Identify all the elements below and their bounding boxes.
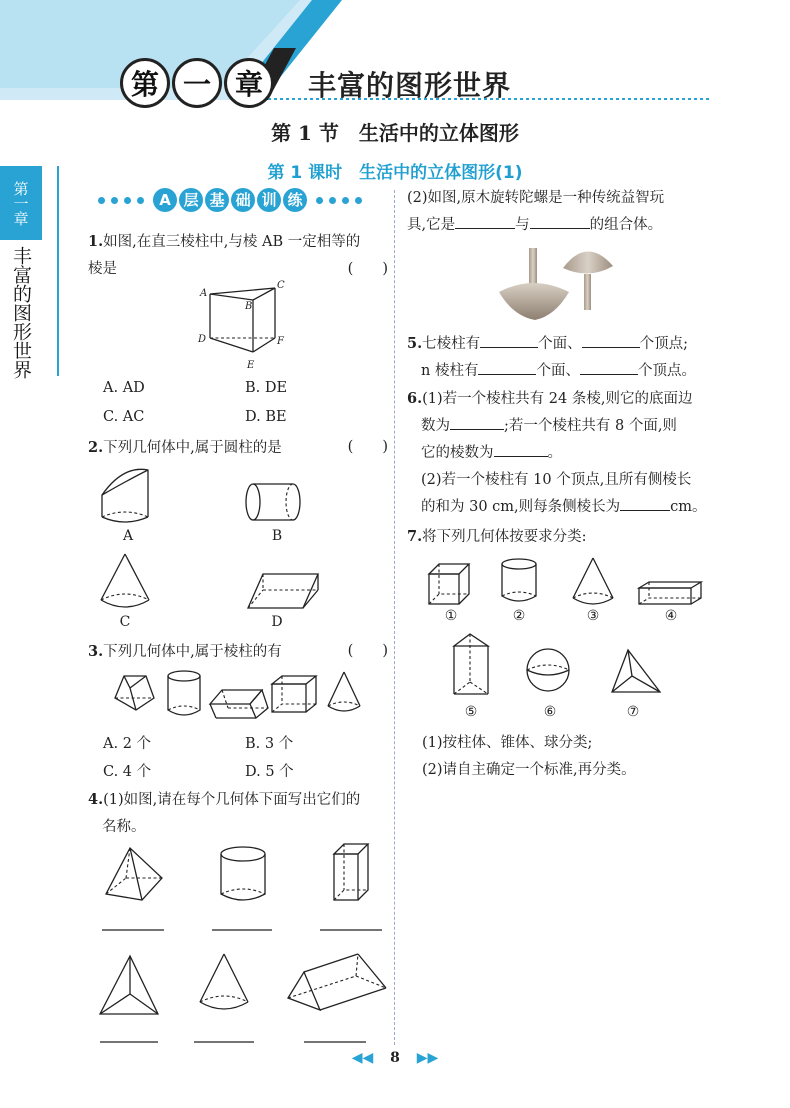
q5-l1-c: 个顶点; [639, 336, 689, 352]
next-page-icon: ▶▶ [416, 1050, 439, 1066]
q6-l2-b: ;若一个棱柱共有 8 个面,则 [504, 418, 677, 434]
q7-text: 将下列几何体按要求分类: [422, 529, 587, 545]
q6-blank-1[interactable] [450, 429, 504, 430]
q4-number: 4. [88, 791, 104, 808]
q6-l2-a: 数为 [421, 418, 450, 434]
section-title: 第 1 节 生活中的立体图形 [271, 121, 519, 145]
chapter-char-3: 章 [224, 58, 274, 108]
q4-blank-2[interactable] [530, 228, 590, 229]
q2-label-c: C [119, 614, 131, 630]
q1-option-a: A. AD [103, 380, 145, 396]
q6-l5-b: cm。 [670, 499, 707, 515]
banner-char: 层 [179, 188, 203, 212]
q7-label-1: ① [444, 608, 458, 624]
q5-blank-2[interactable] [582, 347, 640, 348]
prev-page-icon: ◀◀ [351, 1050, 374, 1066]
banner-char: 训 [257, 188, 281, 212]
chapter-title: 丰富的图形世界 [308, 69, 512, 102]
q3-option-c: C. 4 个 [103, 764, 152, 780]
q2-label-b: B [271, 528, 283, 544]
q1-answer-paren: ( ) [347, 261, 388, 277]
q1-option-c: C. AC [103, 409, 145, 425]
question-2 [88, 434, 388, 462]
side-tab-line [57, 166, 59, 376]
q2-figure-c-cone [98, 552, 154, 616]
q7-sub-2: (2)请自主确定一个标准,再分类。 [422, 762, 636, 778]
q7-subquestions [422, 730, 712, 784]
lesson-title: 第 1 课时 生活中的立体图形(1) [267, 163, 523, 183]
q5-blank-1[interactable] [480, 347, 538, 348]
question-4-part2 [407, 185, 707, 239]
q7-label-3: ③ [586, 608, 600, 624]
q1-text-line2: 棱是 [88, 261, 117, 277]
q6-blank-3[interactable] [620, 510, 670, 511]
side-chapter-tab [0, 166, 58, 379]
q3-option-d: D. 5 个 [245, 764, 294, 780]
q1-label-d: D [198, 334, 207, 345]
q1-option-b: B. DE [245, 380, 288, 396]
q4-part2-text-c: 的组合体。 [589, 217, 663, 233]
question-7 [407, 523, 707, 551]
q3-text: 下列几何体中,属于棱柱的有 [103, 644, 282, 660]
q2-text: 下列几何体中,属于圆柱的是 [103, 440, 282, 456]
banner-char: 练 [283, 188, 307, 212]
chapter-char-1: 第 [120, 58, 170, 108]
q3-number: 3. [88, 643, 104, 660]
chapter-char-2: 一 [172, 58, 222, 108]
q6-number: 6. [407, 390, 423, 407]
column-divider [394, 190, 395, 1045]
q2-label-a: A [122, 528, 134, 544]
q2-number: 2. [88, 439, 104, 456]
q5-blank-4[interactable] [580, 374, 638, 375]
q5-l2-a: n 棱柱有 [421, 363, 479, 379]
q7-label-5: ⑤ [464, 704, 478, 720]
q1-option-d: D. BE [245, 409, 287, 425]
q6-l3-a: 它的棱数为 [421, 445, 494, 461]
q7-label-7: ⑦ [626, 704, 640, 720]
spinning-top-photo [495, 240, 645, 330]
q5-l1-b: 个面、 [538, 336, 582, 352]
q4-text-line1: (1)如图,请在每个几何体下面写出它们的 [103, 792, 361, 808]
q1-text-line1: 如图,在直三棱柱中,与棱 AB 一定相等的 [103, 234, 361, 250]
q6-blank-2[interactable] [494, 456, 548, 457]
q7-figures-row2 [448, 632, 668, 700]
q7-label-6: ⑥ [543, 704, 557, 720]
question-4-part1 [88, 786, 388, 841]
question-6 [407, 385, 712, 521]
q3-answer-paren: ( ) [347, 643, 388, 659]
q4-part2-text-b: 与 [515, 217, 530, 233]
question-1 [88, 228, 388, 283]
q3-option-a: A. 2 个 [103, 736, 152, 752]
q4-blank-1[interactable] [455, 228, 515, 229]
q1-number: 1. [88, 233, 104, 250]
page-footer [0, 1050, 790, 1066]
q2-answer-paren: ( ) [347, 439, 388, 455]
q2-figure-d-prism [245, 570, 321, 614]
q4-figures-row1 [100, 842, 390, 934]
q1-label-e: E [247, 360, 255, 371]
q7-label-2: ② [512, 608, 526, 624]
banner-char: A [153, 188, 177, 212]
q7-sub-1: (1)按柱体、锥体、球分类; [422, 735, 593, 751]
q6-l3-b: 。 [547, 445, 562, 461]
side-tab-title: 丰富的图形世界 [10, 246, 32, 379]
banner-char: 基 [205, 188, 229, 212]
q4-part2-line1: (2)如图,原木旋转陀螺是一种传统益智玩 [407, 190, 665, 206]
side-tab-chapter: 第一章 [0, 166, 42, 240]
banner-char: 础 [231, 188, 255, 212]
q5-number: 5. [407, 335, 423, 352]
q5-l2-c: 个顶点。 [637, 363, 696, 379]
q4-figures-row2 [96, 950, 392, 1048]
q1-label-f: F [277, 336, 284, 347]
q7-number: 7. [407, 528, 423, 545]
q1-label-a: A [200, 288, 208, 299]
level-a-banner [95, 188, 375, 216]
page-number: 8 [390, 1050, 400, 1066]
q1-prism-figure [195, 282, 295, 372]
q3-option-b: B. 3 个 [245, 736, 294, 752]
question-3 [88, 638, 388, 666]
q1-label-c: C [277, 280, 285, 291]
q6-line1: (1)若一个棱柱共有 24 条棱,则它的底面边 [422, 391, 693, 407]
q2-figure-b-horizontal-cylinder [245, 482, 307, 526]
q1-label-b: B [245, 301, 253, 312]
q3-figures-row [112, 668, 382, 720]
q6-l5-a: 的和为 30 cm,则每条侧棱长为 [421, 499, 621, 515]
question-5 [407, 330, 707, 385]
q7-label-4: ④ [664, 608, 678, 624]
q6-line4: (2)若一个棱柱有 10 个顶点,且所有侧棱长 [421, 472, 692, 488]
q4-text-line2: 名称。 [102, 819, 146, 835]
q5-l2-b: 个面、 [536, 363, 580, 379]
q4-part2-text-a: 具,它是 [407, 217, 456, 233]
q5-blank-3[interactable] [478, 374, 536, 375]
q5-l1-a: 七棱柱有 [422, 336, 481, 352]
q2-figure-a-slanted-cylinder [98, 465, 158, 527]
q2-label-d: D [271, 614, 283, 630]
